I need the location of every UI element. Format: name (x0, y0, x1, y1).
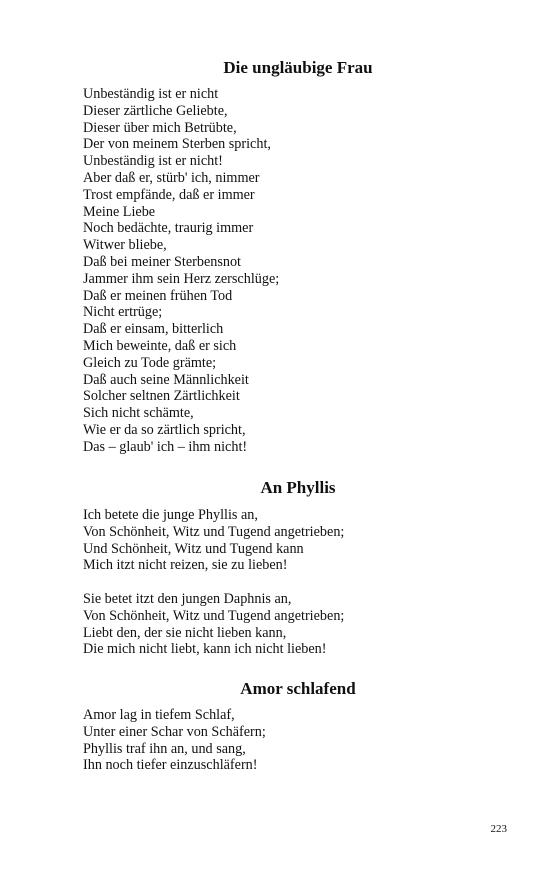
poem-body (83, 507, 513, 658)
verse-line: Meine Liebe (83, 203, 156, 220)
verse-line: Witwer bliebe, (83, 237, 167, 254)
verse-line: Aber daß er, stürb' ich, nimmer (83, 169, 260, 186)
page-number: 223 (490, 823, 507, 835)
verse-line: Sie betet itzt den jungen Daphnis an, (83, 590, 292, 607)
verse-line: Dieser zärtliche Geliebte, (83, 102, 228, 119)
verse-line: Unbeständig ist er nicht! (83, 153, 223, 170)
poem-title: Amor schlafend (240, 679, 356, 698)
verse-line: Sich nicht schämte, (83, 405, 194, 422)
verse-line: Daß er meinen frühen Tod (83, 287, 233, 304)
verse-line: Und Schönheit, Witz und Tugend kann (83, 540, 304, 557)
verse-line: Die mich nicht liebt, kann ich nicht lieben! (83, 641, 327, 658)
poem-amor-schlafend (83, 679, 513, 774)
verse-line: Gleich zu Tode grämte; (83, 354, 217, 371)
verse-line: Von Schönheit, Witz und Tugend angetrieben; (83, 523, 345, 540)
verse-line: Daß er einsam, bitterlich (83, 321, 224, 338)
verse-line: Nicht ertrüge; (83, 304, 163, 321)
verse-line: Daß auch seine Männlichkeit (83, 371, 249, 388)
poem-die-unglaeubige-frau (83, 58, 513, 456)
verse-line: Daß bei meiner Sterbensnot (83, 253, 241, 270)
poem-body (83, 707, 513, 774)
verse-line: Solcher seltnen Zärtlichkeit (83, 388, 240, 405)
verse-line: Ihn noch tiefer einzuschläfern! (83, 757, 258, 774)
stanza (83, 86, 513, 456)
verse-line: Wie er da so zärtlich spricht, (83, 421, 246, 438)
verse-line: Unter einer Schar von Schäfern; (83, 723, 266, 740)
stanza (83, 707, 513, 774)
poem-an-phyllis (83, 478, 513, 658)
verse-line: Liebt den, der sie nicht lieben kann, (83, 624, 287, 641)
verse-line: Mich itzt nicht reizen, sie zu lieben! (83, 557, 288, 574)
verse-line: Unbeständig ist er nicht (83, 86, 219, 102)
verse-line: Amor lag in tiefem Schlaf, (83, 707, 235, 723)
verse-line: Jammer ihm sein Herz zerschlüge; (83, 270, 280, 287)
verse-line: Ich betete die junge Phyllis an, (83, 507, 258, 523)
stanza (83, 591, 513, 658)
verse-line: Der von meinem Sterben spricht, (83, 136, 271, 153)
verse-line: Dieser über mich Betrübte, (83, 119, 237, 136)
verse-line: Das – glaub' ich – ihm nicht! (83, 438, 248, 455)
verse-line: Von Schönheit, Witz und Tugend angetrieben; (83, 607, 345, 624)
verse-line: Noch bedächte, traurig immer (83, 220, 254, 237)
stanza (83, 507, 513, 574)
poem-title: An Phyllis (260, 478, 336, 497)
poem-title: Die ungläubige Frau (223, 58, 373, 77)
verse-line: Phyllis traf ihn an, und sang, (83, 740, 246, 757)
verse-line: Trost empfände, daß er immer (83, 186, 255, 203)
poem-body (83, 86, 513, 456)
verse-line: Mich beweinte, daß er sich (83, 337, 237, 354)
